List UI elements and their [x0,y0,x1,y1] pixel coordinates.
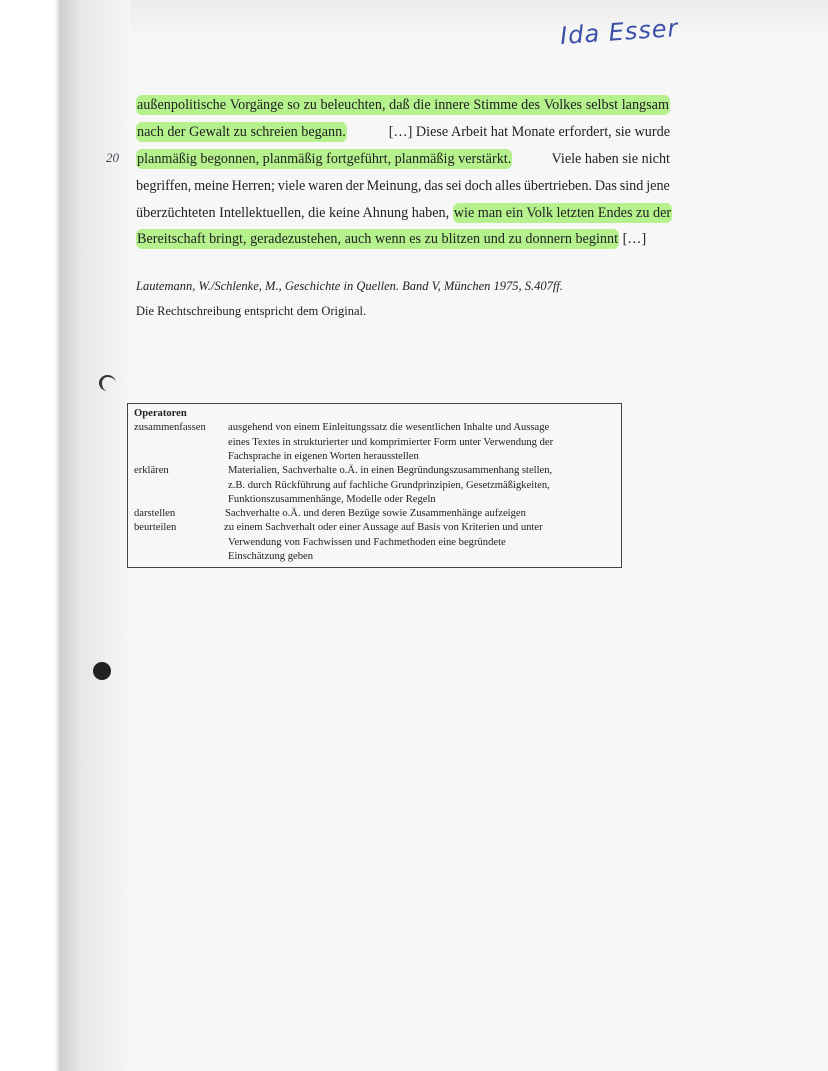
operator-description-line: Funktionszusammenhänge, Modelle oder Regeln [228,493,436,505]
citation-source: Lautemann, W./Schlenke, M., Geschichte in Quellen. Band V, München 1975, S.407ff. [136,279,564,293]
punch-hole-mark [99,375,116,391]
operator-description-line: Materialien, Sachverhalte o.Ä. in einen Begründungszusammenhang stellen, [228,465,553,477]
word: waren [308,178,343,194]
operator-description-line: eines Textes in strukturierter und komprimierter Form unter Verwendung der [228,436,554,448]
operator-description-line: zu einem Sachverhalt oder einer Aussage auf Basis von Kriterien und unter [224,522,543,534]
word: langsam [621,97,669,113]
highlighted-text: Bereitschaft bringt, geradezustehen, auch wenn es zu blitzen und zu donnern beginnt [137,231,619,247]
operator-term: beurteilen [134,522,177,534]
text-segment: Viele haben sie nicht [548,151,670,167]
punch-hole [93,662,111,680]
word: zu [303,97,317,113]
word: des [521,97,541,113]
highlighted-text [136,95,670,115]
highlighted-text: planmäßig begonnen, planmäßig fortgeführt, planmäßig verstärkt. [137,151,512,167]
word: beleuchten, [320,97,386,113]
word: Stimme [473,97,518,113]
operator-term: zusammenfassen [134,422,206,434]
highlighted-text: wie man ein Volk letzten Endes zu der [453,205,672,221]
text-line [136,95,670,115]
handwritten-name: Ida Esser [559,13,680,51]
word: das [424,178,444,194]
word: doch [464,178,493,194]
spelling-note: Die Rechtschreibung entspricht dem Original. [136,304,367,318]
operators-title: Operatoren [134,408,187,419]
word: innere [434,97,470,113]
word: der [345,178,364,194]
word: begriffen, [136,178,192,194]
word: sind [619,178,644,194]
word: Vorgänge [229,97,284,113]
text-segment: überzüchteten Intellektuellen, die keine Ahnung haben, [136,205,453,221]
text-segment: […] Diese Arbeit hat Monate erfordert, sie wurde [385,124,670,140]
text-line [136,229,670,249]
operator-description-line: Fachsprache in eigenen Worten herausstellen [228,450,419,462]
operator-term: erklären [134,465,169,477]
word: daß [389,97,410,113]
text-line [136,176,670,196]
word: selbst [585,97,619,113]
word: Das [594,178,617,194]
text-line [136,203,670,223]
word: meine [194,178,229,194]
word: Herren; [231,178,275,194]
text-line [136,122,670,142]
word: übertrieben. [523,178,592,194]
word: Volkes [543,97,583,113]
operator-description-line: z.B. durch Rückführung auf fachliche Grundprinzipien, Gesetzmäßigkeiten, [228,479,550,491]
operator-description-line: Einschätzung geben [228,551,314,562]
word: so [287,97,300,113]
highlighted-text: nach der Gewalt zu schreien begann. [137,124,346,140]
operator-description-line: ausgehend von einem Einleitungssatz die wesentlichen Inhalte und Aussage [228,422,550,434]
word: alles [495,178,521,194]
word: jene [646,178,670,194]
word: die [413,97,431,113]
word: viele [277,178,306,194]
text-segment [136,176,670,196]
word: Meinung, [366,178,422,194]
text-line [136,149,670,169]
word: sei [445,178,462,194]
operator-description-line: Sachverhalte o.Ä. und deren Bezüge sowie Zusammenhänge aufzeigen [225,508,526,520]
operator-term: darstellen [134,508,176,520]
word: außenpolitische [137,97,227,113]
operators-box [127,403,622,568]
margin-line-number: 20 [106,150,119,165]
operator-description-line: Verwendung von Fachwissen und Fachmethoden eine begründete [228,536,506,548]
text-segment: […] [619,231,647,247]
